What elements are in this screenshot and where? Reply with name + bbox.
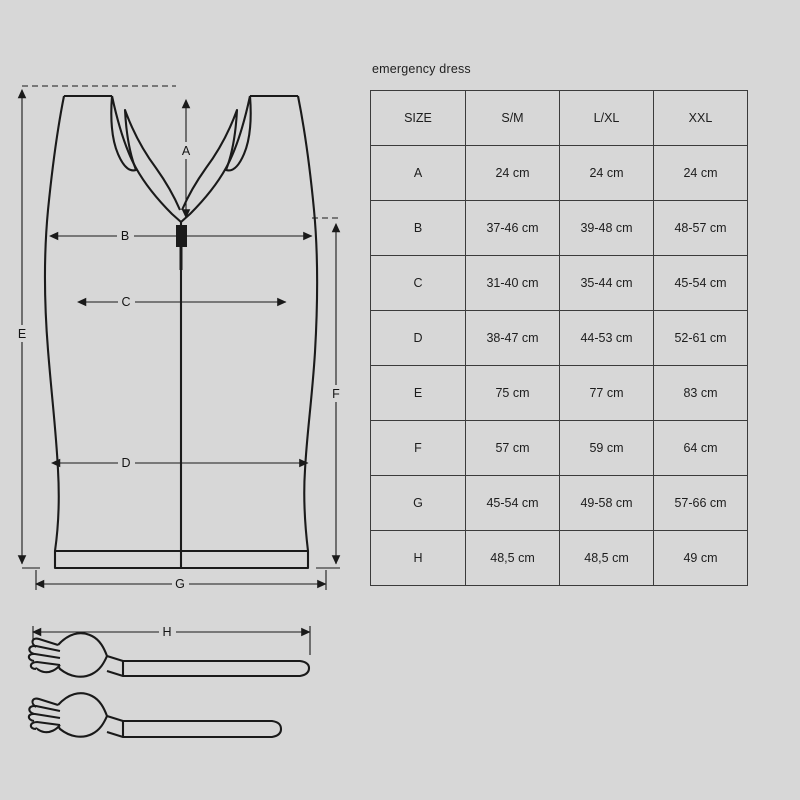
table-cell: 24 cm xyxy=(654,146,748,201)
table-cell: 48-57 cm xyxy=(654,201,748,256)
label-h: H xyxy=(162,625,172,639)
table-header-cell: L/XL xyxy=(560,91,654,146)
table-cell: 77 cm xyxy=(560,366,654,421)
table-cell: 24 cm xyxy=(466,146,560,201)
label-g: G xyxy=(175,577,185,591)
label-f: F xyxy=(332,387,340,401)
table-cell: 52-61 cm xyxy=(654,311,748,366)
table-cell: 57 cm xyxy=(466,421,560,476)
table-row xyxy=(371,256,748,311)
table-cell: G xyxy=(371,476,466,531)
label-d: D xyxy=(121,456,131,470)
table-cell: 49-58 cm xyxy=(560,476,654,531)
size-table-panel xyxy=(370,62,780,586)
table-cell: 38-47 cm xyxy=(466,311,560,366)
table-cell: 59 cm xyxy=(560,421,654,476)
table-cell: 37-46 cm xyxy=(466,201,560,256)
table-cell: 45-54 cm xyxy=(466,476,560,531)
table-cell: 64 cm xyxy=(654,421,748,476)
table-row xyxy=(371,421,748,476)
table-cell: 39-48 cm xyxy=(560,201,654,256)
table-cell: 48,5 cm xyxy=(466,531,560,586)
table-header-cell: S/M xyxy=(466,91,560,146)
product-caption: emergency dress xyxy=(372,62,471,76)
table-cell: A xyxy=(371,146,466,201)
table-row xyxy=(371,311,748,366)
table-cell: F xyxy=(371,421,466,476)
table-cell: C xyxy=(371,256,466,311)
dimension-labels xyxy=(14,142,345,640)
table-cell: 48,5 cm xyxy=(560,531,654,586)
table-cell: E xyxy=(371,366,466,421)
table-row xyxy=(371,531,748,586)
dress-outline xyxy=(45,96,317,568)
table-cell: B xyxy=(371,201,466,256)
garment-diagram xyxy=(0,0,360,800)
table-cell: 49 cm xyxy=(654,531,748,586)
table-cell: 24 cm xyxy=(560,146,654,201)
label-a: A xyxy=(181,144,191,158)
table-header-cell: SIZE xyxy=(371,91,466,146)
table-header-cell: XXL xyxy=(654,91,748,146)
table-cell: 35-44 cm xyxy=(560,256,654,311)
table-cell: 75 cm xyxy=(466,366,560,421)
table-row xyxy=(371,201,748,256)
zipper-detail xyxy=(176,225,187,270)
table-cell: 57-66 cm xyxy=(654,476,748,531)
gloves-outline xyxy=(29,633,309,737)
label-e: E xyxy=(17,327,27,341)
label-b: B xyxy=(120,229,130,243)
table-cell: 45-54 cm xyxy=(654,256,748,311)
size-table xyxy=(370,90,748,586)
table-cell: 31-40 cm xyxy=(466,256,560,311)
table-cell: D xyxy=(371,311,466,366)
table-cell: 44-53 cm xyxy=(560,311,654,366)
table-row xyxy=(371,366,748,421)
table-header-row xyxy=(371,91,748,146)
label-c: C xyxy=(121,295,131,309)
table-row xyxy=(371,146,748,201)
table-row xyxy=(371,476,748,531)
table-cell: 83 cm xyxy=(654,366,748,421)
table-cell: H xyxy=(371,531,466,586)
